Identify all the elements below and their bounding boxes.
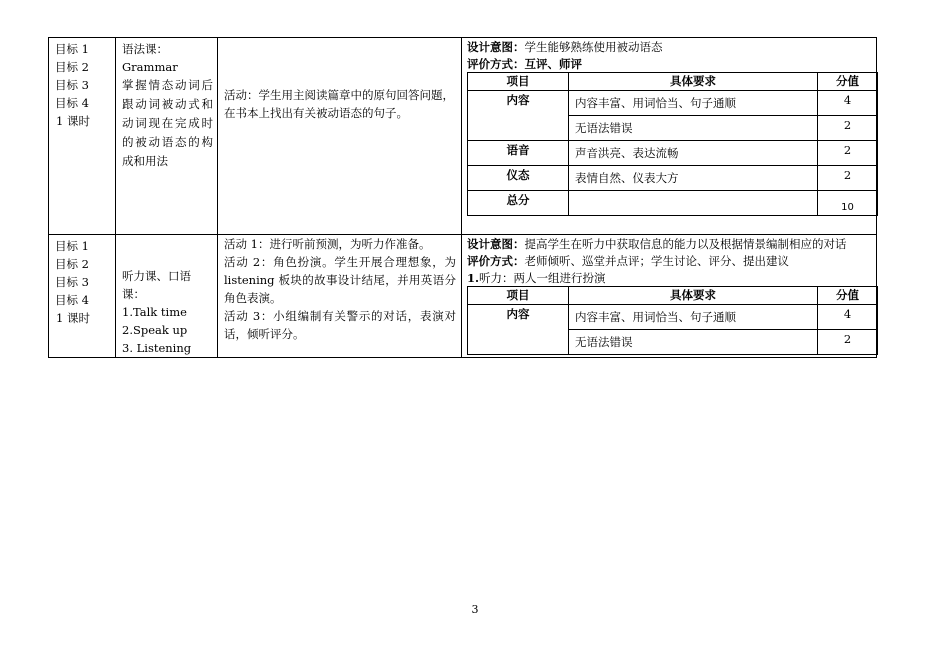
goal-4: 目标 4	[55, 293, 89, 307]
req-voice: 声音洪亮、表达流畅	[569, 141, 818, 166]
req-content-1: 内容丰富、用词恰当、句子通顺	[569, 305, 818, 330]
design-intent	[467, 38, 876, 55]
lesson-row-listening-speaking	[48, 234, 877, 358]
score-content-1: 4	[818, 305, 878, 330]
item-manner: 仪态	[468, 166, 569, 191]
lesson-item-2: 2.Speak up	[122, 323, 188, 337]
score-content-2: 2	[818, 330, 878, 355]
goal-3: 目标 3	[55, 78, 89, 92]
class-hours: 1 课时	[56, 311, 90, 325]
lesson-name: Grammar	[122, 60, 178, 74]
lesson-desc: 掌握情态动词后跟动词被动式和动词现在完成时的被动语态的构成和用法	[122, 78, 213, 168]
class-hours: 1 课时	[56, 114, 90, 128]
score-content-1: 4	[818, 91, 878, 116]
rubric-table	[467, 72, 878, 216]
lesson-row-grammar	[48, 37, 877, 235]
evaluation-cell	[462, 235, 876, 357]
goals-cell	[49, 38, 116, 234]
score-total: 10	[818, 191, 878, 216]
req-content-2: 无语法错误	[569, 116, 818, 141]
design-label: 设计意图：	[467, 40, 525, 54]
design-intent	[467, 235, 876, 252]
evaluation-cell	[462, 38, 876, 234]
eval-text: 互评、师评	[524, 57, 582, 71]
goal-2: 目标 2	[55, 257, 89, 271]
eval-method	[467, 55, 876, 72]
req-content-2: 无语法错误	[569, 330, 818, 355]
task-number: 1.	[467, 271, 480, 285]
goal-4: 目标 4	[55, 96, 89, 110]
req-manner: 表情自然、仪表大方	[569, 166, 818, 191]
lesson-type: 语法课：	[122, 42, 168, 56]
header-requirement: 具体要求	[569, 73, 818, 91]
design-label: 设计意图：	[467, 237, 525, 251]
header-requirement: 具体要求	[569, 287, 818, 305]
item-content: 内容	[468, 91, 569, 141]
score-voice: 2	[818, 141, 878, 166]
activity-cell	[218, 235, 462, 357]
goal-2: 目标 2	[55, 60, 89, 74]
score-content-2: 2	[818, 116, 878, 141]
lesson-item-1: 1.Talk time	[122, 305, 187, 319]
activity-3: 活动 3：小组编制有关警示的对话，表演对话，倾听评分。	[224, 309, 456, 341]
activity-1: 活动 1：进行听前预测，为听力作准备。	[224, 237, 431, 251]
page-number: 3	[471, 603, 479, 616]
goal-3: 目标 3	[55, 275, 89, 289]
eval-method	[467, 252, 876, 269]
header-item: 项目	[468, 73, 569, 91]
activity-2: 活动 2：角色扮演。学生开展合理想象，为 listening 板块的故事设计结尾，并用英语分角色表演。	[224, 255, 456, 305]
design-text: 提高学生在听力中获取信息的能力以及根据情景编制相应的对话	[524, 237, 847, 251]
item-voice: 语音	[468, 141, 569, 166]
goal-1: 目标 1	[55, 239, 89, 253]
task-line	[467, 269, 876, 286]
eval-text: 老师倾听、巡堂并点评；学生讨论、评分、提出建议	[524, 254, 789, 268]
item-total: 总分	[468, 191, 569, 216]
eval-label: 评价方式：	[467, 254, 525, 268]
lesson-type: 听力课、口语课：	[122, 269, 191, 301]
rubric-table	[467, 286, 878, 355]
header-item: 项目	[468, 287, 569, 305]
header-score: 分值	[818, 73, 878, 91]
item-content: 内容	[468, 305, 569, 355]
design-text: 学生能够熟练使用被动语态	[524, 40, 663, 54]
goal-1: 目标 1	[55, 42, 89, 56]
lesson-cell	[116, 235, 218, 357]
activity-text: 活动：学生用主阅读篇章中的原句回答问题，在书本上找出有关被动语态的句子。	[224, 88, 454, 120]
task-text: 听力：两人一组进行扮演	[479, 271, 606, 285]
lesson-cell	[116, 38, 218, 234]
score-manner: 2	[818, 166, 878, 191]
lesson-item-3: 3. Listening	[122, 341, 192, 355]
header-score: 分值	[818, 287, 878, 305]
req-content-1: 内容丰富、用词恰当、句子通顺	[569, 91, 818, 116]
eval-label: 评价方式：	[467, 57, 525, 71]
activity-cell	[218, 38, 462, 234]
goals-cell	[49, 235, 116, 357]
req-total	[569, 191, 818, 216]
